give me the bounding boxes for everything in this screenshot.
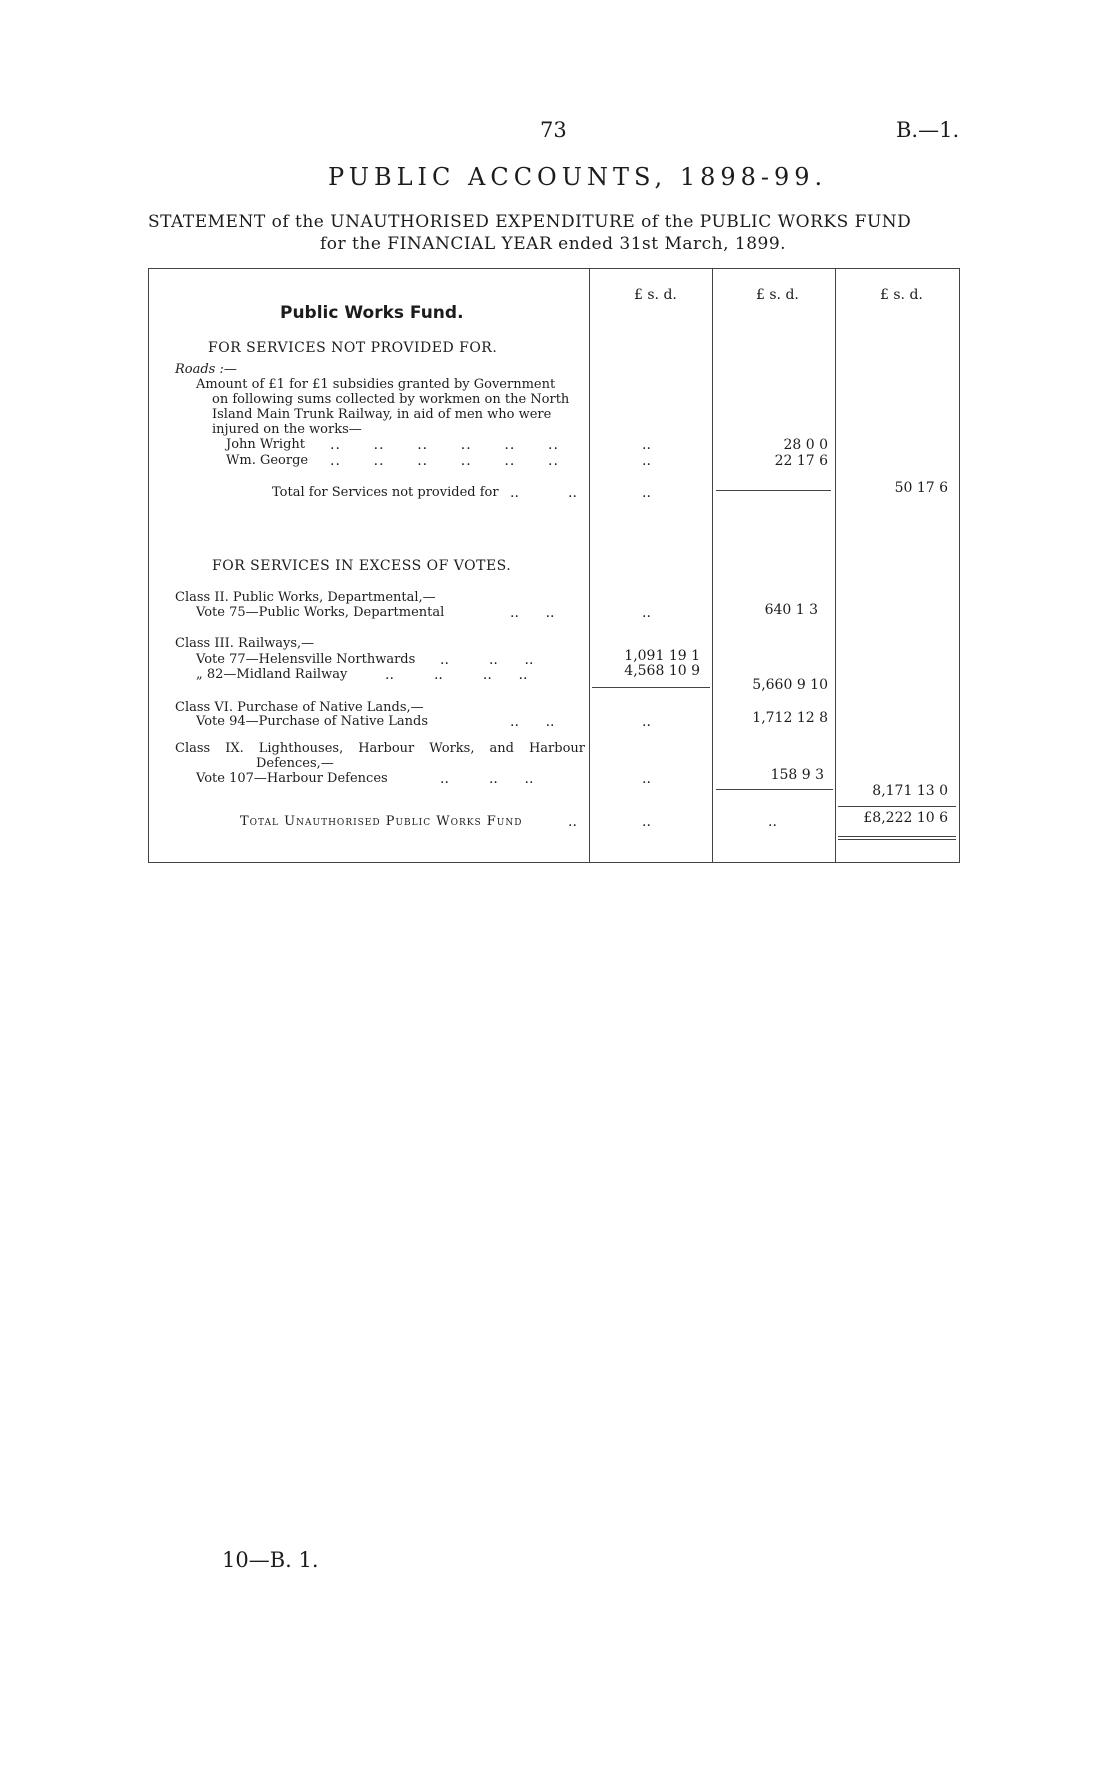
section-total: 8,171 13 0 [872,783,948,799]
section-total: 50 17 6 [894,480,948,496]
class-label: Class II. Public Works, Departmental,— [175,590,436,605]
leader-dots: .. [768,814,777,830]
rule [716,490,831,491]
leader-dots: .. [568,814,577,830]
item-name: Wm. George [226,453,309,468]
leader-dots: .. .. [510,605,555,621]
statement-heading-line1: STATEMENT of the UNAUTHORISED EXPENDITURE of the PUBLIC WORKS FUND [148,212,912,232]
page-number: 73 [540,118,567,142]
vote-label: Vote 94—Purchase of Native Lands [196,714,429,729]
vote-label: „ 82—Midland Railway [196,667,348,682]
page-title: PUBLIC ACCOUNTS, 1898-99. [328,163,828,191]
item-amount: 28 0 0 [783,437,828,453]
footer-reference: 10—B. 1. [222,1548,319,1572]
rule [838,836,956,837]
fund-title: Public Works Fund. [280,303,464,323]
statement-heading-line2: for the FINANCIAL YEAR ended 31st March, 1899. [320,234,787,254]
vote-amount: 4,568 10 9 [624,663,700,679]
column-header-1: £ s. d. [634,287,677,303]
item-amount: 22 17 6 [774,453,828,469]
class-label: Class III. Railways,— [175,636,315,651]
leader-dots: .. .. .. [440,771,534,787]
leader-dots: .. [642,714,651,730]
leader-dots: .. .. .. .. .. .. [330,437,559,453]
leader-dots: .. [642,453,651,469]
leader-dots: .. [642,437,651,453]
column-header-3: £ s. d. [880,287,923,303]
roads-label: Roads :— [175,362,237,377]
section-heading-excess: FOR SERVICES IN EXCESS OF VOTES. [212,558,512,574]
roads-description: injured on the works— [212,422,362,437]
leader-dots: .. [568,485,577,501]
class-total: 5,660 9 10 [752,677,828,693]
vote-label: Vote 77—Helensville Northwards [196,652,416,667]
leader-dots: .. .. .. .. [385,667,528,683]
vote-amount: 640 1 3 [764,602,818,618]
leader-dots: .. [510,485,519,501]
rule [838,806,956,807]
section-total-label: Total for Services not provided for [272,485,499,500]
leader-dots: .. [642,771,651,787]
vote-amount: 1,712 12 8 [752,710,828,726]
column-divider [589,268,590,862]
roads-description: Amount of £1 for £1 subsidies granted by Government [196,377,556,392]
vote-label: Vote 75—Public Works, Departmental [196,605,445,620]
section-heading-not-provided: FOR SERVICES NOT PROVIDED FOR. [208,340,498,356]
column-divider [712,268,713,862]
vote-label: Vote 107—Harbour Defences [196,771,388,786]
page-reference: B.—1. [896,118,960,142]
grand-total-label: Total Unauthorised Public Works Fund [240,814,523,829]
leader-dots: .. [642,605,651,621]
class-label: Defences,— [256,756,334,771]
vote-amount: 1,091 19 1 [624,648,700,664]
class-label: Class VI. Purchase of Native Lands,— [175,700,424,715]
roads-description: on following sums collected by workmen on the North [212,392,570,407]
rule [716,789,833,790]
leader-dots: .. .. .. [440,652,534,668]
class-label: Class IX. Lighthouses, Harbour Works, and Harbour [175,741,585,756]
vote-amount: 158 9 3 [770,767,824,783]
roads-description: Island Main Trunk Railway, in aid of men who were [212,407,552,422]
leader-dots: .. .. [510,714,555,730]
leader-dots: .. [642,814,651,830]
grand-total: £8,222 10 6 [863,810,948,826]
column-divider [835,268,836,862]
column-header-2: £ s. d. [756,287,799,303]
item-name: John Wright [226,437,305,452]
rule [838,839,956,840]
leader-dots: .. [642,485,651,501]
rule [592,687,710,688]
leader-dots: .. .. .. .. .. .. [330,453,559,469]
